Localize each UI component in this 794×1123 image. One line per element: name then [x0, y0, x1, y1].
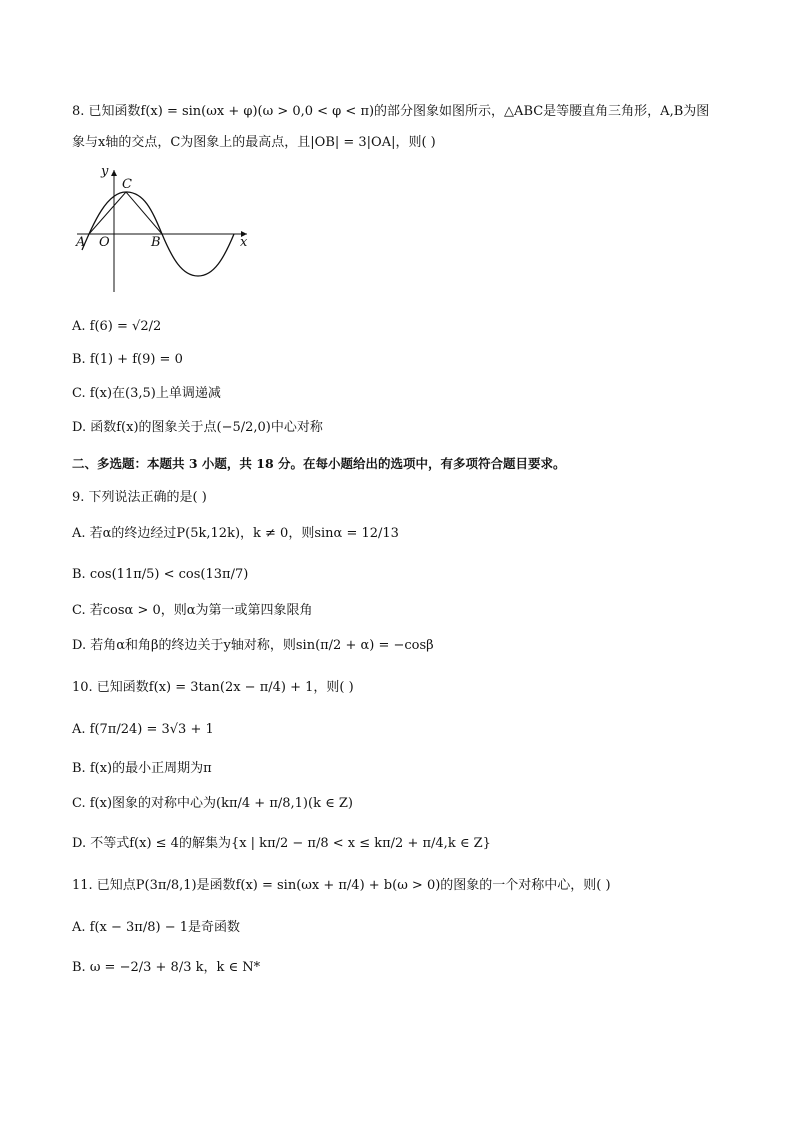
q11-option-b: B. ω = −2/3 + 8/3 k，k ∈ N* [72, 960, 261, 975]
q11-stem: 11. 已知点P(3π/8,1)是函数f(x) = sin(ωx + π/4) + b(ω > 0)的图象的一个对称中心，则( ) [72, 878, 611, 893]
q8-function-graph [72, 162, 257, 302]
q10-option-a: A. f(7π/24) = 3√3 + 1 [72, 722, 214, 737]
q10-stem: 10. 已知函数f(x) = 3tan(2x − π/4) + 1，则( ) [72, 680, 354, 695]
q10-option-d: D. 不等式f(x) ≤ 4的解集为{x | kπ/2 − π/8 < x ≤ kπ/2 + π/4,k ∈ Z} [72, 836, 491, 851]
section-heading-multiple-choice: 二、多选题：本题共 3 小题，共 18 分。在每小题给出的选项中，有多项符合题目要求。 [72, 456, 566, 471]
q9-option-d: D. 若角α和角β的终边关于y轴对称，则sin(π/2 + α) = −cosβ [72, 638, 434, 653]
q8-stem-line-2: 象与x轴的交点，C为图象上的最高点，且|OB| = 3|OA|，则( ) [72, 135, 436, 150]
y-axis-arrow [111, 170, 117, 176]
q9-option-c: C. 若cosα > 0，则α为第一或第四象限角 [72, 603, 313, 618]
q8-option-a: A. f(6) = √2/2 [72, 319, 162, 334]
q8-stem-line-1: 8. 已知函数f(x) = sin(ωx + φ)(ω > 0,0 < φ < π)的部分图象如图所示，△ABC是等腰直角三角形，A,B为图 [72, 104, 710, 119]
triangle-side-cb [126, 192, 162, 234]
label-o: O [99, 235, 110, 250]
q8-option-d: D. 函数f(x)的图象关于点(−5/2,0)中心对称 [72, 420, 323, 435]
q10-option-c: C. f(x)图象的对称中心为(kπ/4 + π/8,1)(k ∈ Z) [72, 796, 353, 811]
triangle-side-ac [89, 192, 126, 234]
q8-option-b: B. f(1) + f(9) = 0 [72, 352, 183, 367]
q9-stem: 9. 下列说法正确的是( ) [72, 490, 207, 505]
label-c: C [122, 177, 132, 192]
q11-option-a: A. f(x − 3π/8) − 1是奇函数 [72, 920, 240, 935]
label-x: x [240, 235, 248, 250]
q10-option-b: B. f(x)的最小正周期为π [72, 761, 212, 776]
q9-option-a: A. 若α的终边经过P(5k,12k)，k ≠ 0，则sinα = 12/13 [72, 526, 399, 541]
label-b: B [151, 235, 161, 250]
q9-option-b: B. cos(11π/5) < cos(13π/7) [72, 567, 249, 582]
label-y: y [101, 164, 109, 179]
label-a: A [76, 235, 86, 250]
q8-option-c: C. f(x)在(3,5)上单调递减 [72, 386, 221, 401]
